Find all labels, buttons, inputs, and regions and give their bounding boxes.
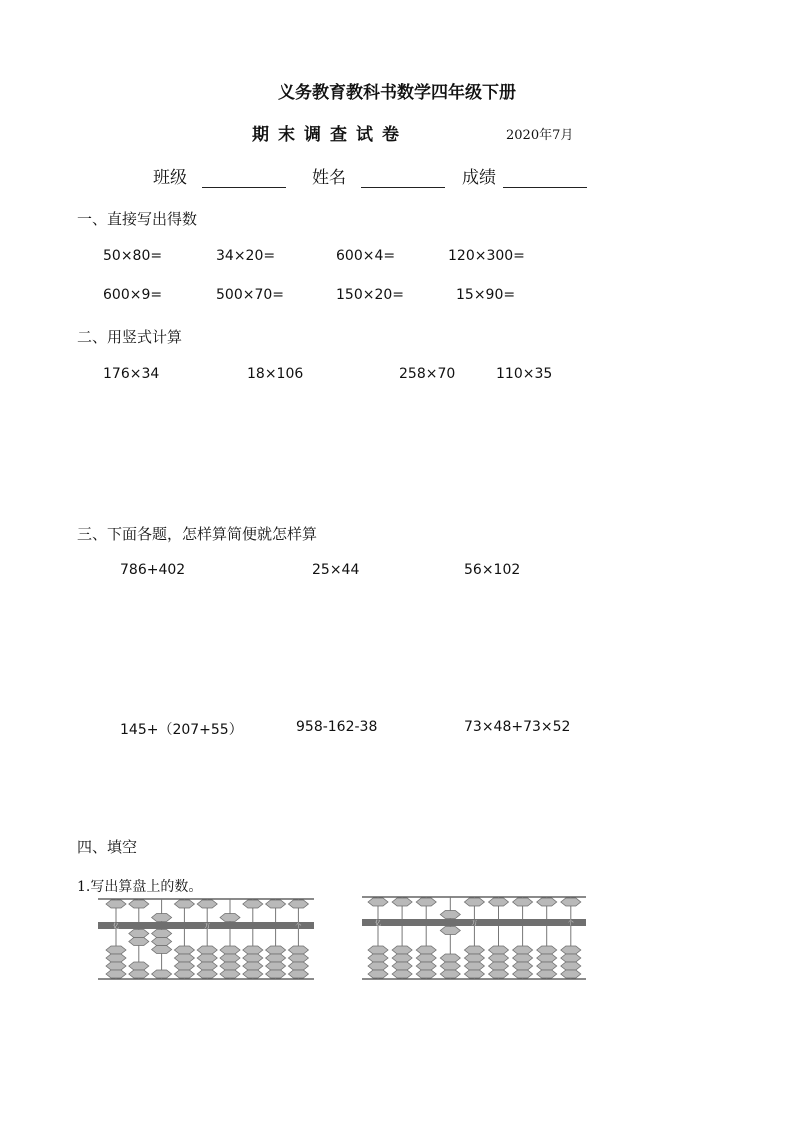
abacus-bead (537, 970, 557, 978)
abacus-bead (152, 914, 172, 922)
question-item: 50×80= (103, 248, 163, 264)
abacus-bead (106, 962, 126, 970)
name-label: 姓名 (312, 168, 346, 188)
abacus-bead (106, 954, 126, 962)
abacus-rod-label: 亿 (112, 923, 120, 930)
abacus-bead (243, 946, 263, 954)
abacus-bead (416, 970, 436, 978)
abacus-rod-label: 万 (204, 923, 211, 930)
class-field (153, 163, 286, 188)
abacus-bead (513, 970, 533, 978)
abacus-bead (243, 900, 263, 908)
abacus-bead (513, 954, 533, 962)
abacus-figure-right (360, 893, 588, 983)
abacus-bead (129, 962, 149, 970)
abacus-bead (392, 970, 412, 978)
question-item: 15×90= (456, 287, 516, 303)
abacus-bead (368, 962, 388, 970)
abacus-bead (152, 938, 172, 946)
abacus-bead (106, 970, 126, 978)
abacus-bead (243, 962, 263, 970)
abacus-bead (152, 970, 172, 978)
abacus-bead (220, 962, 240, 970)
abacus-bead (561, 898, 581, 906)
abacus-rod-label: 万 (471, 920, 478, 927)
question-item: 145+（207+55） (120, 722, 243, 738)
abacus-bead (220, 914, 240, 922)
abacus-bead (288, 946, 308, 954)
abacus-bead (368, 946, 388, 954)
exam-date: 2020年7月 (506, 128, 574, 143)
abacus-bead (288, 962, 308, 970)
abacus-bead (266, 970, 286, 978)
section-4-title: 四、填空 (77, 838, 138, 856)
abacus-bead (174, 970, 194, 978)
page-subtitle: 期末调查试卷 (252, 125, 408, 145)
abacus-bead (129, 930, 149, 938)
abacus-bead (464, 954, 484, 962)
abacus-bead (392, 962, 412, 970)
abacus-bead (561, 970, 581, 978)
abacus-bead (440, 954, 460, 962)
name-field (312, 163, 445, 188)
abacus-rod-label: 个 (567, 920, 574, 927)
abacus-bead (266, 946, 286, 954)
abacus-bead (561, 962, 581, 970)
abacus-bead (464, 946, 484, 954)
abacus-bead (197, 962, 217, 970)
abacus-bead (464, 970, 484, 978)
abacus-bead (440, 927, 460, 935)
abacus-bead (464, 962, 484, 970)
abacus-bead (197, 954, 217, 962)
abacus-bead (392, 898, 412, 906)
abacus-bead (513, 898, 533, 906)
abacus-bead (537, 962, 557, 970)
abacus-bead (220, 954, 240, 962)
abacus-bead (392, 954, 412, 962)
abacus-bead (220, 946, 240, 954)
abacus-bead (106, 900, 126, 908)
name-blank[interactable] (361, 169, 445, 188)
score-blank[interactable] (503, 169, 587, 188)
abacus-bead (174, 954, 194, 962)
section-3-title: 三、下面各题，怎样算简便就怎样算 (77, 525, 318, 543)
question-item: 73×48+73×52 (464, 719, 571, 735)
question-item: 600×4= (336, 248, 396, 264)
abacus-bead (561, 954, 581, 962)
abacus-bead (513, 946, 533, 954)
question-item: 18×106 (247, 366, 304, 382)
abacus-bead (464, 898, 484, 906)
question-item: 258×70 (399, 366, 456, 382)
abacus-bead (489, 954, 509, 962)
question-item: 56×102 (464, 562, 521, 578)
abacus-bead (174, 900, 194, 908)
score-field (462, 163, 587, 188)
abacus-bead (368, 898, 388, 906)
abacus-bead (416, 898, 436, 906)
abacus-bead (129, 938, 149, 946)
question-item: 34×20= (216, 248, 276, 264)
abacus-bead (416, 954, 436, 962)
abacus-bead (174, 962, 194, 970)
abacus-bead (266, 900, 286, 908)
abacus-bead (197, 946, 217, 954)
abacus-bead (489, 962, 509, 970)
abacus-bead (152, 930, 172, 938)
section-2-title: 二、用竖式计算 (77, 328, 183, 346)
abacus-bead (152, 946, 172, 954)
question-item: 500×70= (216, 287, 284, 303)
fill-question-1: 1.写出算盘上的数。 (77, 879, 203, 895)
abacus-bead (129, 970, 149, 978)
abacus-bead (537, 898, 557, 906)
abacus-rod-label: 亿 (374, 920, 382, 927)
abacus-bead (197, 900, 217, 908)
abacus-bead (243, 970, 263, 978)
score-label: 成绩 (462, 168, 496, 188)
question-item: 600×9= (103, 287, 163, 303)
section-1-title: 一、直接写出得数 (77, 210, 198, 228)
abacus-bead (106, 946, 126, 954)
abacus-bead (288, 954, 308, 962)
page-title: 义务教育教科书数学四年级下册 (278, 83, 516, 103)
abacus-bead (513, 962, 533, 970)
abacus-bead (266, 962, 286, 970)
question-item: 120×300= (448, 248, 525, 264)
abacus-bead (266, 954, 286, 962)
abacus-bead (440, 970, 460, 978)
abacus-bead (288, 900, 308, 908)
abacus-bead (368, 954, 388, 962)
question-item: 25×44 (312, 562, 360, 578)
abacus-bead (220, 970, 240, 978)
abacus-bead (440, 962, 460, 970)
abacus-bead (243, 954, 263, 962)
question-item: 786+402 (120, 562, 186, 578)
abacus-bead (392, 946, 412, 954)
abacus-bead (537, 954, 557, 962)
abacus-bead (174, 946, 194, 954)
abacus-bead (197, 970, 217, 978)
class-label: 班级 (153, 168, 187, 188)
question-item: 176×34 (103, 366, 160, 382)
abacus-bead (561, 946, 581, 954)
class-blank[interactable] (202, 169, 286, 188)
abacus-bead (489, 898, 509, 906)
abacus-bead (537, 946, 557, 954)
abacus-bead (416, 962, 436, 970)
abacus-bead (288, 970, 308, 978)
abacus-bead (489, 946, 509, 954)
question-item: 150×20= (336, 287, 404, 303)
abacus-bead (368, 970, 388, 978)
question-item: 110×35 (496, 366, 553, 382)
abacus-bead (129, 900, 149, 908)
abacus-rod-label: 个 (295, 923, 302, 930)
abacus-bead (416, 946, 436, 954)
question-item: 958-162-38 (296, 719, 378, 735)
abacus-bead (440, 911, 460, 919)
abacus-bead (489, 970, 509, 978)
abacus-figure-left (96, 895, 316, 983)
